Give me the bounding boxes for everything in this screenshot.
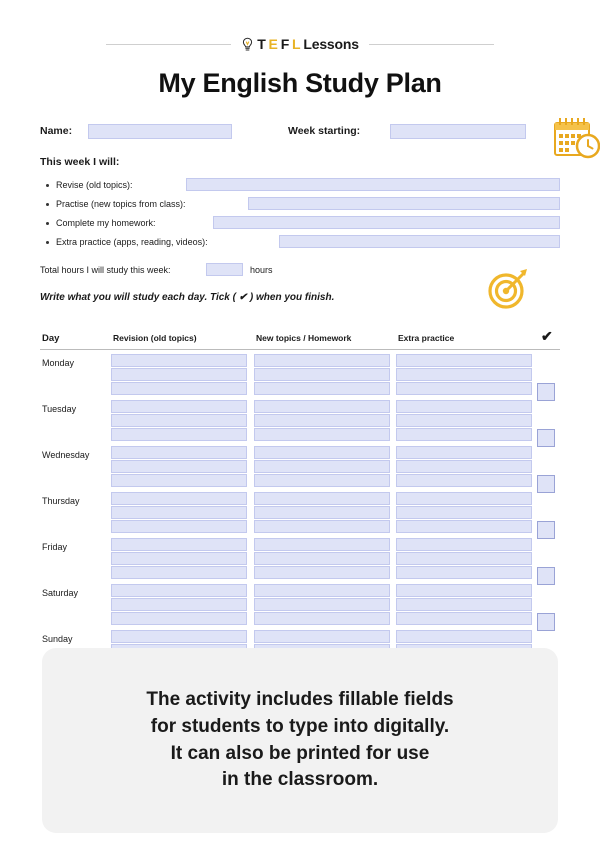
cell-extra-practice[interactable] (396, 630, 532, 643)
name-label: Name: (40, 125, 73, 137)
cell-new-topics[interactable] (254, 538, 390, 551)
cell-revision[interactable] (111, 630, 247, 643)
bullet-dot-icon (46, 203, 49, 206)
cell-extra-practice[interactable] (396, 584, 532, 597)
target-dartboard-icon (484, 265, 532, 313)
bullet-dot-icon (46, 222, 49, 225)
cell-new-topics[interactable] (254, 520, 390, 533)
lightbulb-icon (241, 37, 254, 52)
brand-text-t: T (257, 36, 266, 52)
cell-revision[interactable] (111, 414, 247, 427)
bullet-label: Revise (old topics): (56, 180, 133, 190)
list-item (40, 216, 560, 232)
header-rule-left (106, 44, 231, 45)
cell-new-topics[interactable] (254, 492, 390, 505)
column-header-new-topics: New topics / Homework (256, 333, 352, 343)
header-rule-right (369, 44, 494, 45)
cell-extra-practice[interactable] (396, 538, 532, 551)
cell-extra-practice[interactable] (396, 520, 532, 533)
cell-new-topics[interactable] (254, 552, 390, 565)
cell-new-topics[interactable] (254, 474, 390, 487)
cell-revision[interactable] (111, 612, 247, 625)
column-header-tick-icon: ✔ (541, 328, 553, 344)
cell-revision[interactable] (111, 552, 247, 565)
cell-extra-practice[interactable] (396, 446, 532, 459)
info-overlay-card (42, 648, 558, 833)
name-week-row (40, 124, 560, 142)
cell-new-topics[interactable] (254, 598, 390, 611)
cell-revision[interactable] (111, 584, 247, 597)
table-row (40, 354, 560, 400)
cell-revision[interactable] (111, 354, 247, 367)
cell-new-topics[interactable] (254, 612, 390, 625)
bullet-label: Extra practice (apps, reading, videos): (56, 237, 208, 247)
cell-new-topics[interactable] (254, 460, 390, 473)
cell-extra-practice[interactable] (396, 400, 532, 413)
cell-extra-practice[interactable] (396, 428, 532, 441)
cell-new-topics[interactable] (254, 428, 390, 441)
page-title: My English Study Plan (158, 68, 442, 98)
cell-new-topics[interactable] (254, 414, 390, 427)
cell-revision[interactable] (111, 428, 247, 441)
column-header-day: Day (42, 333, 60, 344)
table-header-divider (40, 349, 560, 350)
calendar-clock-icon (548, 116, 600, 162)
brand-text-e: E (268, 36, 278, 52)
cell-new-topics[interactable] (254, 506, 390, 519)
section-heading: This week I will: (40, 156, 120, 168)
cell-new-topics[interactable] (254, 368, 390, 381)
total-hours-label: Total hours I will study this week: (40, 265, 171, 275)
cell-revision[interactable] (111, 566, 247, 579)
table-row (40, 538, 560, 584)
row-checkbox[interactable] (537, 383, 555, 401)
row-day-label: Wednesday (42, 450, 90, 460)
extra-practice-input[interactable] (279, 235, 560, 248)
cell-extra-practice[interactable] (396, 414, 532, 427)
cell-revision[interactable] (111, 382, 247, 395)
row-day-label: Tuesday (42, 404, 77, 414)
cell-extra-practice[interactable] (396, 354, 532, 367)
column-header-extra-practice: Extra practice (398, 333, 455, 343)
total-hours-row (40, 263, 340, 279)
name-input[interactable] (88, 124, 232, 139)
cell-extra-practice[interactable] (396, 598, 532, 611)
cell-revision[interactable] (111, 598, 247, 611)
row-day-label: Saturday (42, 588, 79, 598)
brand-text-lessons: Lessons (303, 36, 359, 52)
cell-revision[interactable] (111, 446, 247, 459)
cell-revision[interactable] (111, 520, 247, 533)
bullet-list (40, 178, 560, 254)
practise-input[interactable] (248, 197, 560, 210)
brand-text-l: L (292, 36, 301, 52)
cell-extra-practice[interactable] (396, 382, 532, 395)
cell-new-topics[interactable] (254, 400, 390, 413)
weekly-plan-table (40, 328, 560, 644)
cell-extra-practice[interactable] (396, 368, 532, 381)
total-hours-input[interactable] (206, 263, 243, 276)
table-row (40, 446, 560, 492)
list-item (40, 235, 560, 251)
overlay-line-4: in the classroom. (221, 769, 379, 791)
cell-new-topics[interactable] (254, 566, 390, 579)
table-row (40, 584, 560, 630)
cell-revision[interactable] (111, 400, 247, 413)
cell-revision[interactable] (111, 460, 247, 473)
cell-new-topics[interactable] (254, 354, 390, 367)
week-starting-input[interactable] (390, 124, 526, 139)
row-day-label: Sunday (42, 634, 73, 644)
cell-extra-practice[interactable] (396, 460, 532, 473)
cell-new-topics[interactable] (254, 630, 390, 643)
total-hours-unit: hours (250, 265, 273, 275)
row-checkbox[interactable] (537, 521, 555, 539)
bullet-label: Complete my homework: (56, 218, 156, 228)
cell-extra-practice[interactable] (396, 474, 532, 487)
cell-revision[interactable] (111, 538, 247, 551)
cell-extra-practice[interactable] (396, 506, 532, 519)
list-item (40, 197, 560, 213)
cell-extra-practice[interactable] (396, 552, 532, 565)
row-checkbox[interactable] (537, 475, 555, 493)
instruction-text: Write what you will study each day. Tick ( ✔ ) when you finish. (40, 292, 335, 303)
cell-revision[interactable] (111, 506, 247, 519)
overlay-line-2: for students to type into digitally. (150, 715, 450, 737)
overlay-line-3: It can also be printed for use (170, 742, 430, 764)
cell-revision[interactable] (111, 368, 247, 381)
overlay-line-1: The activity includes fillable fields (146, 688, 454, 710)
revise-input[interactable] (186, 178, 560, 191)
row-checkbox[interactable] (537, 613, 555, 631)
row-day-label: Monday (42, 358, 75, 368)
brand-text-f: F (280, 36, 290, 52)
cell-revision[interactable] (111, 474, 247, 487)
table-row (40, 400, 560, 446)
row-checkbox[interactable] (537, 567, 555, 585)
bullet-label: Practise (new topics from class): (56, 199, 186, 209)
row-checkbox[interactable] (537, 429, 555, 447)
column-header-revision: Revision (old topics) (113, 333, 197, 343)
overlay-message (122, 687, 477, 795)
cell-new-topics[interactable] (254, 382, 390, 395)
week-starting-label: Week starting: (288, 125, 361, 137)
cell-extra-practice[interactable] (396, 566, 532, 579)
bullet-dot-icon (46, 184, 49, 187)
list-item (40, 178, 560, 194)
homework-input[interactable] (213, 216, 560, 229)
cell-revision[interactable] (111, 492, 247, 505)
brand-logo (241, 36, 359, 52)
cell-extra-practice[interactable] (396, 492, 532, 505)
brand-header (0, 36, 600, 52)
row-day-label: Friday (42, 542, 68, 552)
table-row (40, 492, 560, 538)
cell-new-topics[interactable] (254, 446, 390, 459)
cell-extra-practice[interactable] (396, 612, 532, 625)
bullet-dot-icon (46, 241, 49, 244)
row-day-label: Thursday (42, 496, 80, 506)
cell-new-topics[interactable] (254, 584, 390, 597)
table-header (40, 330, 560, 350)
